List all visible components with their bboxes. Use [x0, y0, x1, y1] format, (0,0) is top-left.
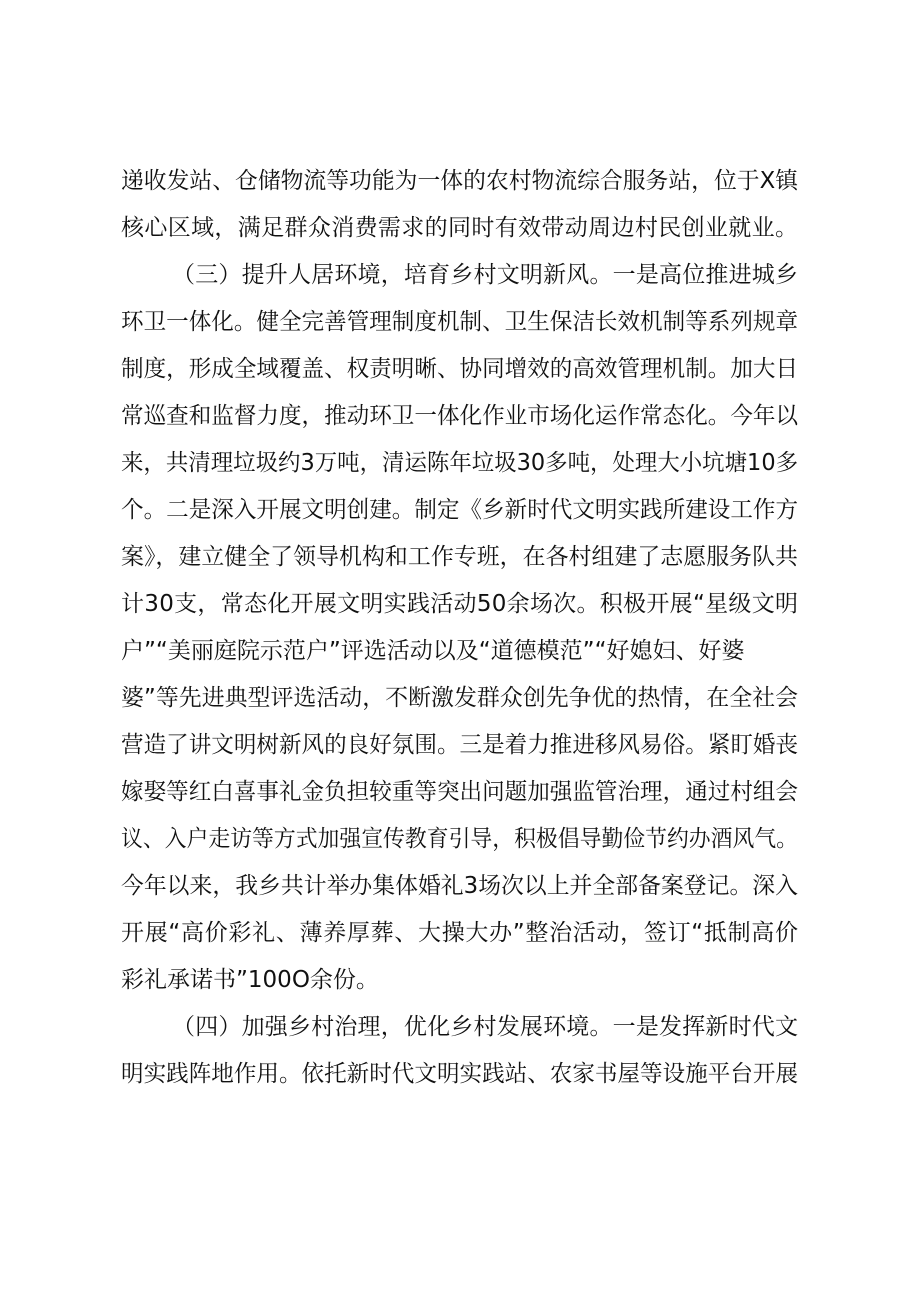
- line-text: 户”“美丽庭院示范户”评选活动以及“道德模范”“好媳妇、好婆: [121, 638, 745, 664]
- line-text: 开展“高价彩礼、薄养厚葬、大操大办”整治活动，签订“抵制高价: [121, 920, 799, 946]
- text-line: [0, 206, 920, 250]
- line-text: 议、入户走访等方式加强宣传教育引导，积极倡导勤俭节约办酒风气。: [121, 826, 798, 852]
- paragraph-first-line: [0, 253, 920, 297]
- line-text: 制度，形成全域覆盖、权责明晰、协同增效的高效管理机制。加大日: [121, 356, 799, 382]
- text-line: [0, 817, 920, 861]
- line-text: 来，共清理垃圾约3万吨，清运陈年垃圾30多吨，处理大小坑塘10多: [121, 450, 799, 476]
- paragraph-first-line: [0, 1005, 920, 1049]
- text-line: [0, 441, 920, 485]
- text-line: [0, 723, 920, 767]
- line-text: 核心区域，满足群众消费需求的同时有效带动周边村民创业就业。: [121, 215, 799, 241]
- line-text: 营造了讲文明树新风的良好氛围。三是着力推进移风易俗。紧盯婚丧: [121, 732, 799, 758]
- text-line: [0, 300, 920, 344]
- line-text: 今年以来，我乡共计举办集体婚礼3场次以上并全部备案登记。深入: [121, 873, 799, 899]
- text-line: [0, 864, 920, 908]
- text-line: [0, 676, 920, 720]
- text-line: [0, 1052, 920, 1096]
- line-text: 彩礼承诺书”100O余份。: [121, 967, 379, 993]
- line-text: 常巡查和监督力度，推动环卫一体化作业市场化运作常态化。今年以: [121, 403, 799, 429]
- line-text: 明实践阵地作用。依托新时代文明实践站、农家书屋等设施平台开展: [121, 1061, 799, 1087]
- line-text: 个。二是深入开展文明创建。制定《乡新时代文明实践所建设工作方: [121, 497, 799, 523]
- line-text: 案》，建立健全了领导机构和工作专班，在各村组建了志愿服务队共: [121, 544, 799, 570]
- text-line: [0, 394, 920, 438]
- line-text: 嫁娶等红白喜事礼金负担较重等突出问题加强监管治理，通过村组会: [121, 779, 799, 805]
- text-line: [0, 535, 920, 579]
- line-text: （四）加强乡村治理，优化乡村发展环境。一是发挥新时代文: [172, 1014, 799, 1040]
- line-text: 递收发站、仓储物流等功能为一体的农村物流综合服务站，位于X镇: [121, 168, 799, 194]
- text-line: [0, 629, 920, 673]
- line-text: 环卫一体化。健全完善管理制度机制、卫生保洁长效机制等系列规章: [121, 309, 799, 335]
- line-text: （三）提升人居环境，培育乡村文明新风。一是高位推进城乡: [172, 262, 799, 288]
- text-line: [0, 911, 920, 955]
- text-line: [0, 582, 920, 626]
- text-line: [0, 770, 920, 814]
- line-text: 计30支，常态化开展文明实践活动50余场次。积极开展“星级文明: [121, 591, 799, 617]
- text-line: [0, 488, 920, 532]
- line-text: 婆”等先进典型评选活动，不断激发群众创先争优的热情，在全社会: [121, 685, 799, 711]
- text-line: [0, 958, 920, 1002]
- text-line: [0, 347, 920, 391]
- text-line: [0, 159, 920, 203]
